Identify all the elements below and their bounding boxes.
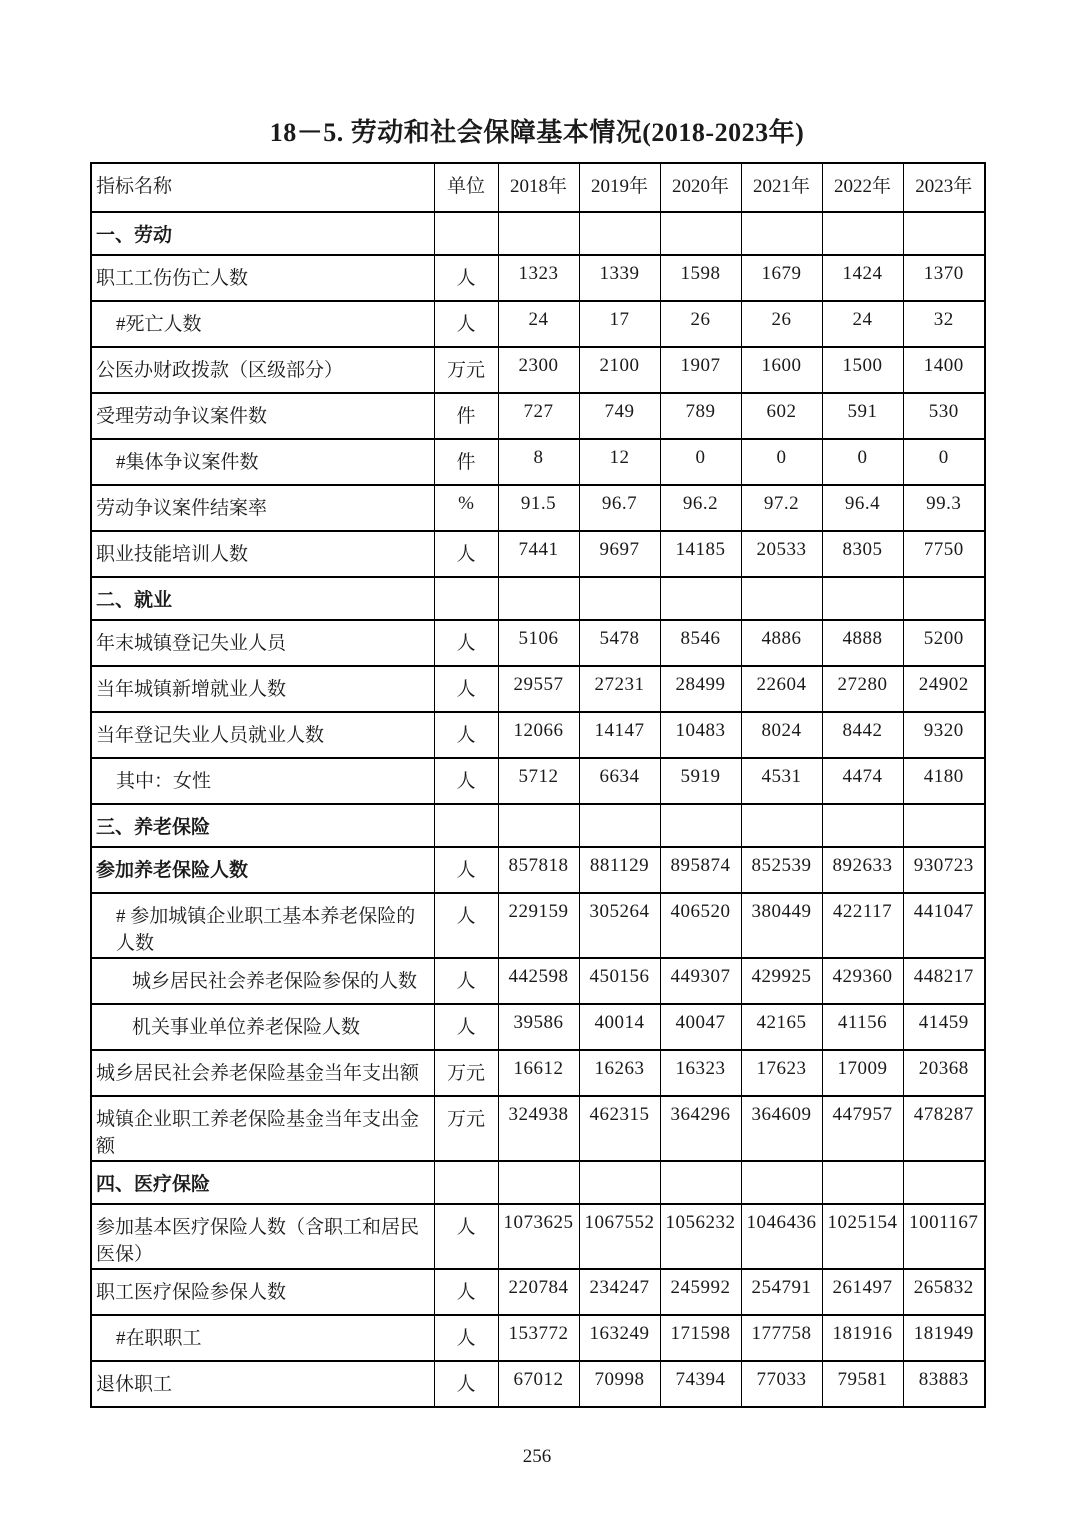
table-row	[91, 1361, 985, 1407]
value-cell: 220784	[498, 1269, 579, 1315]
value-cell: 20533	[741, 531, 822, 577]
indicator-name: 参加养老保险人数	[91, 847, 434, 893]
value-cell: 40014	[579, 1004, 660, 1050]
value-cell	[660, 804, 741, 847]
indicator-name: #在职职工	[91, 1315, 434, 1361]
table-row	[91, 893, 985, 958]
value-cell: 4474	[822, 758, 903, 804]
value-cell: 1339	[579, 255, 660, 301]
value-cell	[498, 577, 579, 620]
table-row	[91, 393, 985, 439]
table-row	[91, 620, 985, 666]
value-cell: 2300	[498, 347, 579, 393]
value-cell: 8	[498, 439, 579, 485]
unit-cell: 人	[434, 531, 498, 577]
value-cell: 14147	[579, 712, 660, 758]
value-cell: 749	[579, 393, 660, 439]
table-row	[91, 1315, 985, 1361]
unit-cell: 人	[434, 1004, 498, 1050]
value-cell: 0	[903, 439, 985, 485]
table-row	[91, 531, 985, 577]
indicator-name: 职业技能培训人数	[91, 531, 434, 577]
unit-cell	[434, 212, 498, 255]
value-cell: 5478	[579, 620, 660, 666]
value-cell: 70998	[579, 1361, 660, 1407]
value-cell: 6634	[579, 758, 660, 804]
value-cell: 324938	[498, 1096, 579, 1161]
value-cell: 177758	[741, 1315, 822, 1361]
unit-cell: 人	[434, 893, 498, 958]
value-cell: 254791	[741, 1269, 822, 1315]
unit-cell: 人	[434, 712, 498, 758]
indicator-name: 城乡居民社会养老保险参保的人数	[91, 958, 434, 1004]
section-row	[91, 1161, 985, 1204]
value-cell	[498, 212, 579, 255]
value-cell: 20368	[903, 1050, 985, 1096]
column-header: 2022年	[822, 163, 903, 212]
table-row	[91, 847, 985, 893]
value-cell: 234247	[579, 1269, 660, 1315]
table-row	[91, 347, 985, 393]
unit-cell: 人	[434, 1269, 498, 1315]
value-cell: 1424	[822, 255, 903, 301]
table-row	[91, 1204, 985, 1269]
value-cell: 591	[822, 393, 903, 439]
value-cell: 17	[579, 301, 660, 347]
value-cell: 478287	[903, 1096, 985, 1161]
column-header: 2020年	[660, 163, 741, 212]
value-cell: 77033	[741, 1361, 822, 1407]
value-cell: 364296	[660, 1096, 741, 1161]
value-cell: 67012	[498, 1361, 579, 1407]
value-cell: 32	[903, 301, 985, 347]
column-header: 指标名称	[91, 163, 434, 212]
value-cell: 449307	[660, 958, 741, 1004]
value-cell	[822, 212, 903, 255]
value-cell: 27280	[822, 666, 903, 712]
indicator-name: 职工医疗保险参保人数	[91, 1269, 434, 1315]
value-cell: 7441	[498, 531, 579, 577]
column-header: 单位	[434, 163, 498, 212]
unit-cell: 人	[434, 666, 498, 712]
value-cell: 441047	[903, 893, 985, 958]
value-cell	[579, 1161, 660, 1204]
indicator-name: 城镇企业职工养老保险基金当年支出金额	[91, 1096, 434, 1161]
value-cell: 1056232	[660, 1204, 741, 1269]
table-row	[91, 255, 985, 301]
value-cell: 5200	[903, 620, 985, 666]
value-cell: 27231	[579, 666, 660, 712]
indicator-name: 其中：女性	[91, 758, 434, 804]
value-cell	[903, 577, 985, 620]
unit-cell: 人	[434, 1315, 498, 1361]
value-cell: 97.2	[741, 485, 822, 531]
value-cell: 181916	[822, 1315, 903, 1361]
header-row	[91, 163, 985, 212]
value-cell: 450156	[579, 958, 660, 1004]
value-cell	[579, 804, 660, 847]
value-cell: 8305	[822, 531, 903, 577]
stats-table	[90, 162, 986, 1408]
indicator-name: 受理劳动争议案件数	[91, 393, 434, 439]
indicator-name: 一、劳动	[91, 212, 434, 255]
value-cell: 1073625	[498, 1204, 579, 1269]
value-cell: 8546	[660, 620, 741, 666]
value-cell	[498, 1161, 579, 1204]
value-cell: 16612	[498, 1050, 579, 1096]
value-cell: 1046436	[741, 1204, 822, 1269]
value-cell: 447957	[822, 1096, 903, 1161]
value-cell: 1067552	[579, 1204, 660, 1269]
unit-cell	[434, 577, 498, 620]
value-cell: 881129	[579, 847, 660, 893]
table-row	[91, 485, 985, 531]
value-cell: 14185	[660, 531, 741, 577]
unit-cell: 万元	[434, 1050, 498, 1096]
table-body	[91, 212, 985, 1407]
value-cell: 602	[741, 393, 822, 439]
unit-cell: 人	[434, 301, 498, 347]
value-cell: 1323	[498, 255, 579, 301]
value-cell: 857818	[498, 847, 579, 893]
unit-cell: 人	[434, 1361, 498, 1407]
value-cell	[822, 804, 903, 847]
value-cell: 96.4	[822, 485, 903, 531]
table-row	[91, 958, 985, 1004]
value-cell: 364609	[741, 1096, 822, 1161]
value-cell: 448217	[903, 958, 985, 1004]
value-cell: 99.3	[903, 485, 985, 531]
value-cell: 1598	[660, 255, 741, 301]
table-header	[91, 163, 985, 212]
indicator-name: 当年登记失业人员就业人数	[91, 712, 434, 758]
value-cell: 229159	[498, 893, 579, 958]
indicator-name: 二、就业	[91, 577, 434, 620]
value-cell: 1025154	[822, 1204, 903, 1269]
indicator-name: 参加基本医疗保险人数（含职工和居民医保）	[91, 1204, 434, 1269]
value-cell: 9697	[579, 531, 660, 577]
value-cell: 265832	[903, 1269, 985, 1315]
value-cell: 7750	[903, 531, 985, 577]
indicator-name: # 参加城镇企业职工基本养老保险的人数	[91, 893, 434, 958]
value-cell: 40047	[660, 1004, 741, 1050]
indicator-name: 当年城镇新增就业人数	[91, 666, 434, 712]
value-cell: 24902	[903, 666, 985, 712]
value-cell	[741, 804, 822, 847]
value-cell: 261497	[822, 1269, 903, 1315]
value-cell	[903, 212, 985, 255]
value-cell: 24	[822, 301, 903, 347]
value-cell: 4531	[741, 758, 822, 804]
column-header: 2018年	[498, 163, 579, 212]
indicator-name: 四、医疗保险	[91, 1161, 434, 1204]
indicator-name: #集体争议案件数	[91, 439, 434, 485]
section-row	[91, 577, 985, 620]
indicator-name: #死亡人数	[91, 301, 434, 347]
value-cell: 9320	[903, 712, 985, 758]
value-cell: 727	[498, 393, 579, 439]
value-cell: 4180	[903, 758, 985, 804]
table-row	[91, 666, 985, 712]
unit-cell: %	[434, 485, 498, 531]
indicator-name: 城乡居民社会养老保险基金当年支出额	[91, 1050, 434, 1096]
table-row	[91, 301, 985, 347]
indicator-name: 机关事业单位养老保险人数	[91, 1004, 434, 1050]
value-cell: 245992	[660, 1269, 741, 1315]
table-row	[91, 712, 985, 758]
value-cell: 1600	[741, 347, 822, 393]
value-cell: 406520	[660, 893, 741, 958]
value-cell: 422117	[822, 893, 903, 958]
unit-cell	[434, 1161, 498, 1204]
indicator-name: 公医办财政拨款（区级部分）	[91, 347, 434, 393]
unit-cell: 件	[434, 439, 498, 485]
value-cell: 17009	[822, 1050, 903, 1096]
value-cell	[498, 804, 579, 847]
value-cell	[741, 1161, 822, 1204]
indicator-name: 退休职工	[91, 1361, 434, 1407]
unit-cell: 件	[434, 393, 498, 439]
value-cell: 26	[660, 301, 741, 347]
column-header: 2023年	[903, 163, 985, 212]
unit-cell: 人	[434, 847, 498, 893]
value-cell: 1679	[741, 255, 822, 301]
section-row	[91, 212, 985, 255]
value-cell	[660, 212, 741, 255]
value-cell: 12	[579, 439, 660, 485]
page-number: 256	[522, 1446, 552, 1467]
page-title: 18－5. 劳动和社会保障基本情况(2018-2023年)	[269, 118, 805, 147]
value-cell: 181949	[903, 1315, 985, 1361]
unit-cell: 万元	[434, 1096, 498, 1161]
indicator-name: 年末城镇登记失业人员	[91, 620, 434, 666]
value-cell: 39586	[498, 1004, 579, 1050]
section-row	[91, 804, 985, 847]
column-header: 2019年	[579, 163, 660, 212]
value-cell: 4888	[822, 620, 903, 666]
value-cell	[660, 577, 741, 620]
value-cell: 8442	[822, 712, 903, 758]
value-cell: 0	[660, 439, 741, 485]
value-cell: 930723	[903, 847, 985, 893]
value-cell	[822, 1161, 903, 1204]
value-cell	[660, 1161, 741, 1204]
value-cell: 5106	[498, 620, 579, 666]
column-header: 2021年	[741, 163, 822, 212]
value-cell: 4886	[741, 620, 822, 666]
value-cell: 28499	[660, 666, 741, 712]
value-cell: 24	[498, 301, 579, 347]
unit-cell: 人	[434, 758, 498, 804]
value-cell: 462315	[579, 1096, 660, 1161]
indicator-name: 劳动争议案件结案率	[91, 485, 434, 531]
value-cell: 16323	[660, 1050, 741, 1096]
unit-cell: 万元	[434, 347, 498, 393]
value-cell: 16263	[579, 1050, 660, 1096]
value-cell: 0	[741, 439, 822, 485]
value-cell: 79581	[822, 1361, 903, 1407]
value-cell	[579, 577, 660, 620]
value-cell: 74394	[660, 1361, 741, 1407]
table-row	[91, 1004, 985, 1050]
value-cell: 1500	[822, 347, 903, 393]
value-cell: 26	[741, 301, 822, 347]
value-cell	[822, 577, 903, 620]
value-cell: 91.5	[498, 485, 579, 531]
table-row	[91, 1269, 985, 1315]
value-cell: 2100	[579, 347, 660, 393]
unit-cell: 人	[434, 958, 498, 1004]
value-cell: 429925	[741, 958, 822, 1004]
value-cell: 96.7	[579, 485, 660, 531]
table-row	[91, 1050, 985, 1096]
value-cell: 17623	[741, 1050, 822, 1096]
value-cell: 12066	[498, 712, 579, 758]
table-row	[91, 1096, 985, 1161]
value-cell: 22604	[741, 666, 822, 712]
value-cell	[903, 1161, 985, 1204]
value-cell	[903, 804, 985, 847]
value-cell: 380449	[741, 893, 822, 958]
value-cell: 1001167	[903, 1204, 985, 1269]
value-cell: 1370	[903, 255, 985, 301]
value-cell: 42165	[741, 1004, 822, 1050]
value-cell: 10483	[660, 712, 741, 758]
unit-cell	[434, 804, 498, 847]
value-cell: 41156	[822, 1004, 903, 1050]
value-cell: 305264	[579, 893, 660, 958]
value-cell: 530	[903, 393, 985, 439]
unit-cell: 人	[434, 255, 498, 301]
value-cell: 41459	[903, 1004, 985, 1050]
value-cell: 29557	[498, 666, 579, 712]
value-cell: 8024	[741, 712, 822, 758]
value-cell: 5919	[660, 758, 741, 804]
value-cell: 789	[660, 393, 741, 439]
value-cell: 96.2	[660, 485, 741, 531]
value-cell: 171598	[660, 1315, 741, 1361]
table-row	[91, 758, 985, 804]
value-cell: 153772	[498, 1315, 579, 1361]
value-cell: 1400	[903, 347, 985, 393]
table-row	[91, 439, 985, 485]
value-cell: 442598	[498, 958, 579, 1004]
value-cell	[741, 212, 822, 255]
value-cell: 5712	[498, 758, 579, 804]
value-cell: 1907	[660, 347, 741, 393]
value-cell	[579, 212, 660, 255]
value-cell: 429360	[822, 958, 903, 1004]
value-cell: 163249	[579, 1315, 660, 1361]
value-cell: 895874	[660, 847, 741, 893]
unit-cell: 人	[434, 620, 498, 666]
indicator-name: 三、养老保险	[91, 804, 434, 847]
value-cell: 0	[822, 439, 903, 485]
unit-cell: 人	[434, 1204, 498, 1269]
indicator-name: 职工工伤伤亡人数	[91, 255, 434, 301]
value-cell: 892633	[822, 847, 903, 893]
value-cell: 852539	[741, 847, 822, 893]
value-cell	[741, 577, 822, 620]
value-cell: 83883	[903, 1361, 985, 1407]
